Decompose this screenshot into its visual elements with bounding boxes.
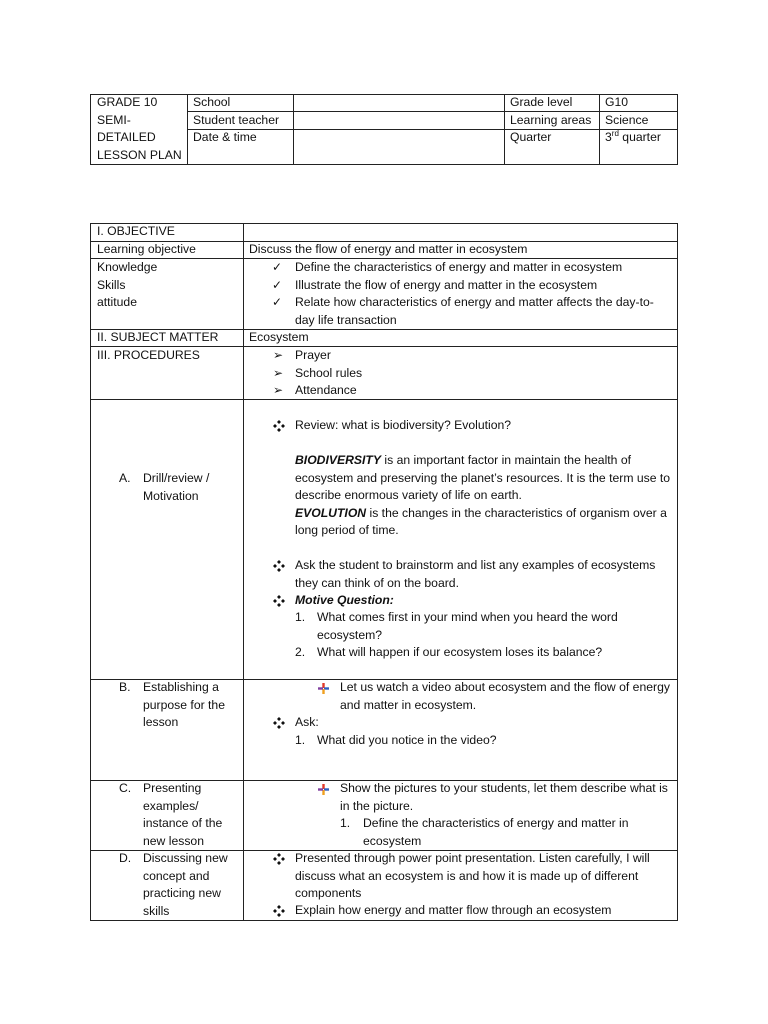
section-d-letter: D.: [119, 851, 132, 865]
learning-areas-value: Science: [605, 112, 649, 127]
arrow-bullet-icon: ➢: [273, 348, 284, 362]
four-diamond-bullet-icon: [273, 717, 285, 729]
learning-objective-label: Learning objective: [97, 242, 196, 256]
brainstorm-instruction: Ask the student to brainstorm and list any examples of ecosystems they can think of on the board.: [295, 558, 656, 590]
grade-level-value: G10: [605, 95, 629, 109]
school-label: School: [193, 95, 231, 109]
procedure-item: Attendance: [295, 383, 357, 397]
colored-plus-icon: [318, 683, 329, 694]
arrow-bullet-icon: ➢: [273, 383, 284, 397]
learning-areas-label: Learning areas: [510, 112, 592, 127]
section-d-item: Presented through power point presentation. Listen carefully, I will discuss what an ecosystem is and how it is made up of different components: [295, 851, 650, 900]
lesson-plan-title-line: LESSON PLAN: [97, 147, 182, 162]
check-icon: ✓: [272, 295, 283, 309]
section-d-label: Discussing new: [143, 851, 228, 865]
subject-matter-value: Ecosystem: [249, 330, 309, 344]
four-diamond-bullet-icon: [273, 420, 285, 432]
motive-question-heading: Motive Question:: [295, 593, 394, 607]
section-d-label: practicing new: [143, 886, 221, 900]
four-diamond-bullet-icon: [273, 560, 285, 572]
procedures-label: III. PROCEDURES: [97, 348, 200, 362]
section-a-label: Motivation: [143, 488, 199, 503]
four-diamond-bullet-icon: [273, 595, 285, 607]
section-d-label: skills: [143, 903, 170, 918]
ask-question: What did you notice in the video?: [317, 733, 497, 747]
section-c-item: Define the characteristics of energy and matter in ecosystem: [363, 816, 629, 848]
video-instruction: Let us watch a video about ecosystem and the flow of energy and matter in ecosystem.: [340, 680, 670, 712]
section-b-label: lesson: [143, 715, 179, 729]
attitude-label: attitude: [97, 295, 137, 309]
motive-number: 2.: [295, 645, 306, 659]
ask-heading: Ask:: [295, 715, 319, 729]
section-c-label: new lesson: [143, 833, 204, 848]
knowledge-label: Knowledge: [97, 260, 158, 274]
grade-level-label: Grade level: [510, 95, 573, 109]
section-c-letter: C.: [119, 781, 132, 795]
review-question: Review: what is biodiversity? Evolution?: [295, 418, 512, 432]
quarter-label: Quarter: [510, 130, 552, 144]
ksa-item: Define the characteristics of energy and matter in ecosystem: [295, 260, 623, 274]
four-diamond-bullet-icon: [273, 905, 285, 917]
date-time-label: Date & time: [193, 130, 257, 144]
ksa-item: Illustrate the flow of energy and matter in the ecosystem: [295, 277, 598, 292]
procedure-item: School rules: [295, 365, 363, 380]
procedure-item: Prayer: [295, 348, 331, 362]
objective-heading: I. OBJECTIVE: [97, 224, 175, 238]
motive-question: What comes first in your mind when you heard the word ecosystem?: [317, 610, 618, 642]
evolution-definition: EVOLUTION is the changes in the characteristics of organism over a long period of time.: [295, 505, 667, 537]
four-diamond-bullet-icon: [273, 853, 285, 865]
section-c-label: instance of the: [143, 816, 223, 830]
check-icon: ✓: [272, 260, 283, 274]
learning-objective-value: Discuss the flow of energy and matter in ecosystem: [249, 242, 528, 256]
motive-question: What will happen if our ecosystem loses its balance?: [317, 645, 603, 659]
lesson-plan-title-line: GRADE 10: [97, 95, 158, 109]
lesson-plan-title-line: SEMI-: [97, 112, 131, 127]
ksa-item: Relate how characteristics of energy and matter affects the day-to-day life transaction: [295, 295, 654, 327]
section-a-label: Drill/review /: [143, 471, 210, 485]
check-icon: ✓: [272, 277, 283, 292]
section-b-label: Establishing a: [143, 680, 219, 694]
motive-number: 1.: [295, 610, 306, 624]
student-teacher-label: Student teacher: [193, 112, 280, 127]
section-c-label: Presenting: [143, 781, 202, 795]
lesson-plan-title-line: DETAILED: [97, 130, 156, 144]
section-d-item: Explain how energy and matter flow through an ecosystem: [295, 903, 612, 917]
biodiversity-definition: BIODIVERSITY is an important factor in maintain the health of ecosystem and preserving the planet’s resources. It is the term use to describe enormous variety of life on earth.: [295, 453, 671, 502]
ask-number: 1.: [295, 733, 306, 747]
section-c-label: examples/: [143, 798, 199, 813]
quarter-value: 3rd quarter: [605, 128, 661, 144]
section-a-letter: A.: [119, 471, 131, 485]
pictures-instruction: Show the pictures to your students, let them describe what is in the picture.: [340, 781, 668, 813]
colored-plus-icon: [318, 784, 329, 795]
subject-matter-label: II. SUBJECT MATTER: [97, 330, 219, 344]
section-b-letter: B.: [119, 680, 131, 694]
section-b-label: purpose for the: [143, 697, 225, 712]
arrow-bullet-icon: ➢: [273, 365, 284, 380]
section-d-label: concept and: [143, 868, 210, 883]
skills-label: Skills: [97, 277, 126, 292]
section-c-number: 1.: [340, 816, 351, 830]
